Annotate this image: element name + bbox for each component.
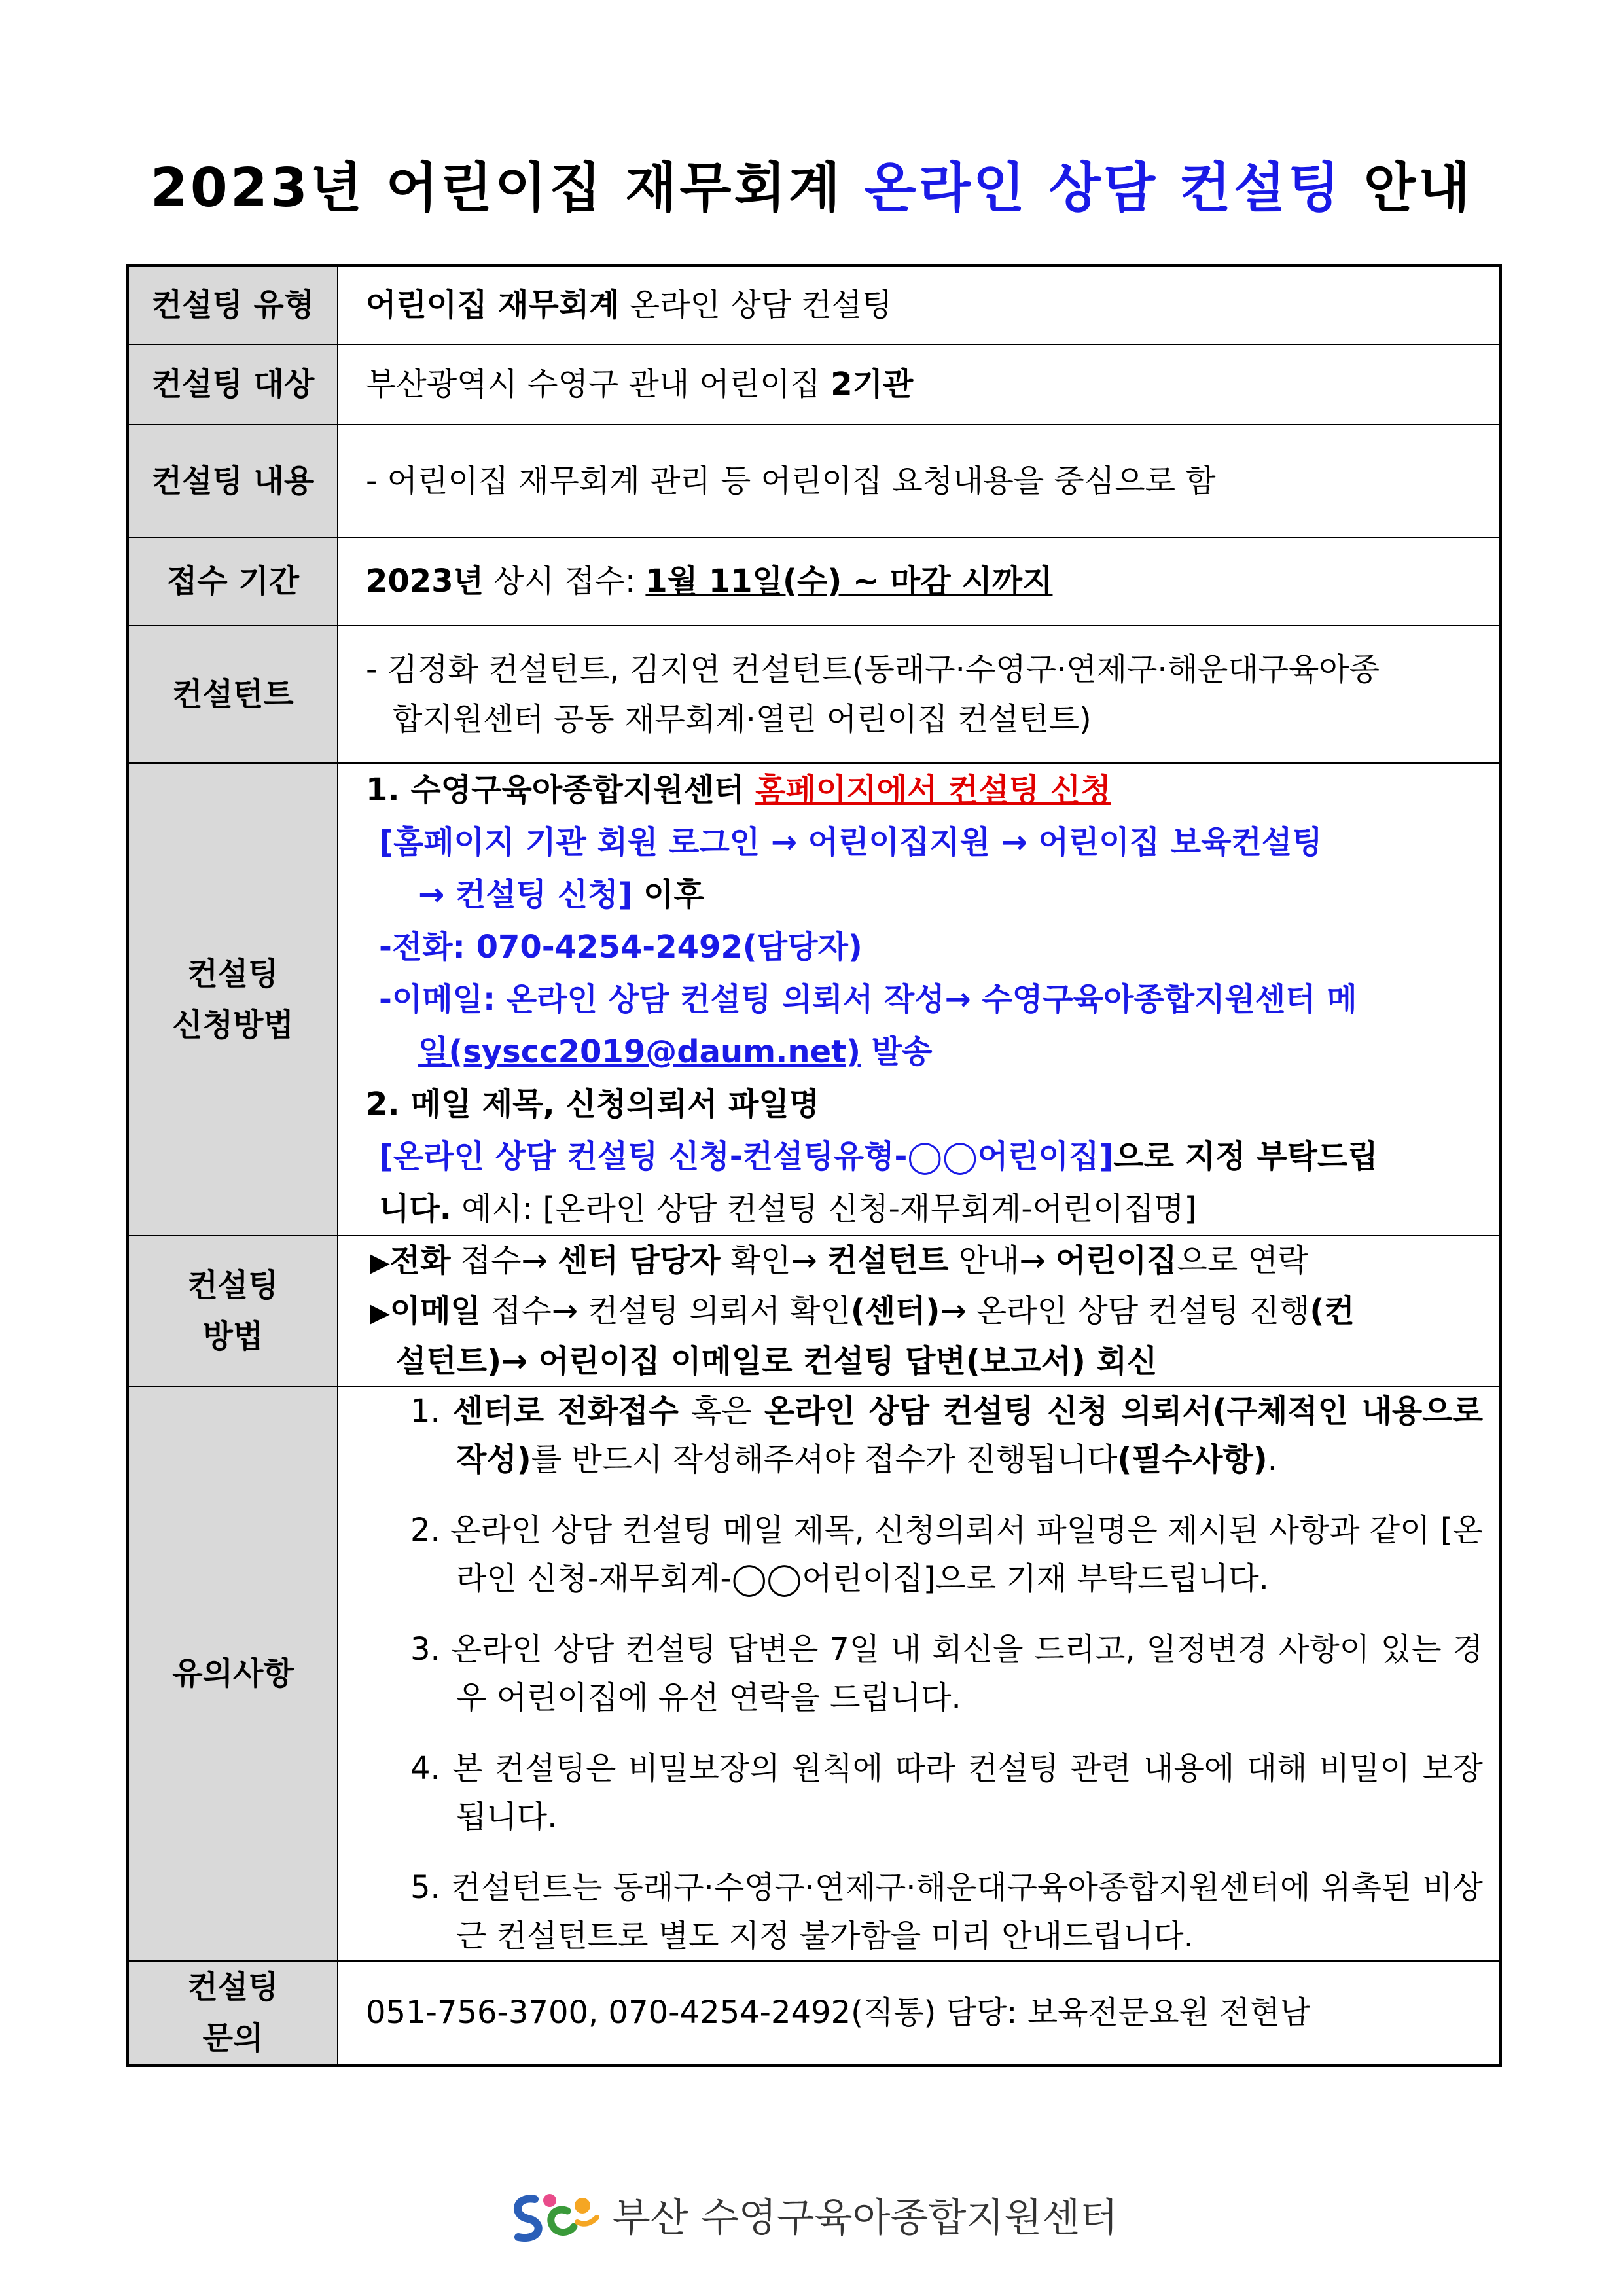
note-5: 5. 컨설턴트는 동래구·수영구·연제구·해운대구육아종합지원센터에 위촉된 비상근 컨설턴트로 별도 지정 불가함을 미리 안내드립니다. bbox=[410, 1869, 1483, 1954]
label-notes: 유의사항 bbox=[128, 1386, 338, 1961]
value-notes bbox=[338, 1386, 1501, 1961]
consultant-line1: - 김정화 컨설턴트, 김지연 컨설턴트(동래구·수영구·연제구·해운대구육아종 bbox=[366, 651, 1380, 688]
method-line1 bbox=[370, 1236, 1483, 1287]
page-title bbox=[0, 145, 1623, 222]
method-line3: 설턴트)→ 어린이집 이메일로 컨설팅 답변(보고서) 회신 bbox=[396, 1342, 1158, 1380]
apply-line7: 2. 메일 제목, 신청의뢰서 파일명 bbox=[366, 1085, 820, 1122]
info-table bbox=[126, 264, 1502, 2067]
period-text: 상시 접수: bbox=[483, 563, 646, 600]
label-content: 컨설팅 내용 bbox=[128, 425, 338, 537]
n1-b3: (필수사항) bbox=[1117, 1441, 1268, 1478]
apply-l1-red: 홈페이지에서 컨설팅 신청 bbox=[755, 771, 1111, 808]
apply-line6 bbox=[366, 1026, 1483, 1078]
note-2: 2. 온라인 상담 컨설팅 메일 제목, 신청의뢰서 파일명은 제시된 사항과 같이 [온라인 신청-재무회계-◯◯어린이집]으로 기재 부탁드립니다. bbox=[410, 1511, 1483, 1597]
method-line2 bbox=[370, 1287, 1483, 1337]
note-3: 3. 온라인 상담 컨설팅 답변은 7일 내 회신을 드리고, 일정변경 사항이 있는 경우 어린이집에 유선 연락을 드립니다. bbox=[410, 1630, 1483, 1716]
target-text: 부산광역시 수영구 관내 어린이집 bbox=[366, 366, 831, 403]
apply-l3-rest: 이후 bbox=[632, 876, 704, 913]
period-year: 2023년 bbox=[366, 563, 484, 600]
value-inquiry: 051-756-3700, 070-4254-2492(직통) 담당: 보육전문요원 전현남 bbox=[338, 1961, 1501, 2066]
row-method bbox=[128, 1236, 1501, 1386]
inquiry-label1: 컨설팅 bbox=[187, 1968, 279, 2005]
m1e: 컨설턴트 bbox=[827, 1242, 949, 1279]
bullet-icon: ▶ bbox=[370, 1297, 390, 1328]
apply-email-link[interactable]: 일(syscc2019@daum.net) bbox=[418, 1033, 861, 1070]
row-period bbox=[128, 537, 1501, 626]
method-label2: 방법 bbox=[202, 1318, 264, 1355]
footer-org-name: 부산 수영구육아종합지원센터 bbox=[612, 2195, 1118, 2242]
method-label1: 컨설팅 bbox=[187, 1266, 279, 1304]
apply-line1 bbox=[366, 764, 1483, 816]
apply-line3 bbox=[366, 869, 1483, 921]
apply-line4: -전화: 070-4254-2492(담당자) bbox=[379, 928, 863, 965]
label-consultant: 컨설턴트 bbox=[128, 626, 338, 763]
row-consultant bbox=[128, 626, 1501, 763]
period-deadline: 1월 11일(수) ~ 마감 시까지 bbox=[645, 563, 1053, 600]
bullet-icon: ▶ bbox=[370, 1247, 390, 1278]
label-apply bbox=[128, 763, 338, 1236]
apply-l3-blue: → 컨설팅 신청] bbox=[418, 876, 633, 913]
target-bold: 2기관 bbox=[830, 366, 914, 403]
row-target bbox=[128, 344, 1501, 425]
type-rest: 온라인 상담 컨설팅 bbox=[619, 287, 893, 324]
n1-b2: 온라인 상담 컨설팅 신청 의뢰서(구체적인 내용으로 작성) bbox=[456, 1392, 1483, 1478]
value-apply bbox=[338, 763, 1501, 1236]
title-highlight: 온라인 상담 컨설팅 bbox=[864, 157, 1343, 219]
value-type bbox=[338, 266, 1501, 344]
n1-t3: . bbox=[1267, 1441, 1277, 1478]
apply-l9-rest: 예시: [온라인 상담 컨설팅 신청-재무회계-어린이집명] bbox=[451, 1190, 1197, 1227]
label-target: 컨설팅 대상 bbox=[128, 344, 338, 425]
value-period bbox=[338, 537, 1501, 626]
row-type bbox=[128, 266, 1501, 344]
m2b: 접수→ 컨설팅 의뢰서 확인 bbox=[480, 1292, 851, 1329]
m1a: 전화 bbox=[389, 1242, 451, 1279]
note-4: 4. 본 컨설팅은 비밀보장의 원칙에 따라 컨설팅 관련 내용에 대해 비밀이 보장됩니다. bbox=[410, 1749, 1483, 1835]
label-inquiry bbox=[128, 1961, 338, 2066]
note-1 bbox=[410, 1387, 1483, 1484]
apply-l8-rest: 으로 지정 부탁드립 bbox=[1113, 1138, 1378, 1175]
apply-label2: 신청방법 bbox=[172, 1006, 294, 1043]
footer bbox=[0, 2186, 1623, 2255]
row-apply bbox=[128, 763, 1501, 1236]
label-type: 컨설팅 유형 bbox=[128, 266, 338, 344]
n1-t1: 혹은 bbox=[678, 1392, 764, 1429]
apply-label1: 컨설팅 bbox=[187, 955, 279, 992]
apply-l9-bold: 니다. bbox=[379, 1190, 452, 1227]
apply-line9 bbox=[366, 1183, 1483, 1235]
value-method bbox=[338, 1236, 1501, 1386]
m2c: (센터) bbox=[850, 1292, 940, 1329]
n1-t2: 를 반드시 작성해주셔야 접수가 진행됩니다 bbox=[531, 1441, 1118, 1478]
apply-l1-num: 1. 수영구육아종합지원센터 bbox=[366, 771, 756, 808]
apply-l6-rest: 발송 bbox=[861, 1033, 933, 1070]
m1g: 어린이집 bbox=[1056, 1242, 1177, 1279]
m2a: 이메일 bbox=[389, 1292, 481, 1329]
m1b: 접수→ bbox=[450, 1242, 558, 1279]
title-part1: 2023년 어린이집 재무회계 bbox=[150, 157, 865, 219]
apply-line2: [홈페이지 기관 회원 로그인 → 어린이집지원 → 어린이집 보육컨설팅 bbox=[379, 823, 1323, 861]
apply-line8 bbox=[366, 1130, 1483, 1183]
label-period: 접수 기간 bbox=[128, 537, 338, 626]
center-logo-icon bbox=[505, 2186, 603, 2255]
row-content bbox=[128, 425, 1501, 537]
row-notes bbox=[128, 1386, 1501, 1961]
value-content: - 어린이집 재무회계 관리 등 어린이집 요청내용을 중심으로 함 bbox=[338, 425, 1501, 537]
n1-num: 1. bbox=[410, 1392, 453, 1429]
apply-line5: -이메일: 온라인 상담 컨설팅 의뢰서 작성→ 수영구육아종합지원센터 메 bbox=[379, 980, 1357, 1018]
m2e: (컨 bbox=[1310, 1292, 1355, 1329]
consultant-line2: 합지원센터 공동 재무회계·열린 어린이집 컨설턴트) bbox=[392, 700, 1092, 738]
m1c: 센터 담당자 bbox=[558, 1242, 721, 1279]
title-part2: 안내 bbox=[1342, 157, 1473, 219]
apply-l8-blue: [온라인 상담 컨설팅 신청-컨설팅유형-◯◯어린이집] bbox=[379, 1138, 1114, 1175]
m2d: → 온라인 상담 컨설팅 진행 bbox=[940, 1292, 1310, 1329]
inquiry-label2: 문의 bbox=[202, 2019, 264, 2056]
label-method bbox=[128, 1236, 338, 1386]
n1-b1: 센터로 전화접수 bbox=[452, 1392, 679, 1429]
m1f: 안내→ bbox=[948, 1242, 1056, 1279]
m1h: 으로 연락 bbox=[1177, 1242, 1309, 1279]
row-inquiry bbox=[128, 1961, 1501, 2066]
type-bold: 어린이집 재무회계 bbox=[366, 287, 620, 324]
m1d: 확인→ bbox=[720, 1242, 828, 1279]
value-consultant bbox=[338, 626, 1501, 763]
value-target bbox=[338, 344, 1501, 425]
